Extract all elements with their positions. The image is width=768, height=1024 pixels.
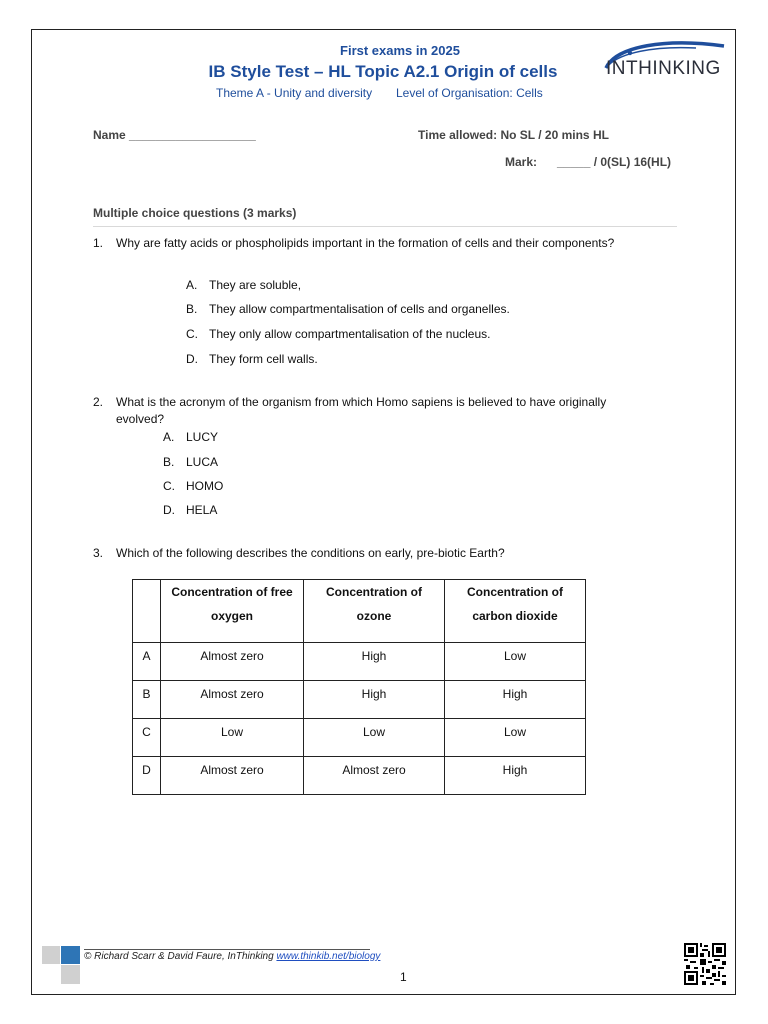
table-cell: High xyxy=(445,757,586,795)
question-text: Which of the following describes the conditions on early, pre-biotic Earth? xyxy=(116,546,505,560)
copyright-text: © Richard Scarr & David Faure, InThinking xyxy=(84,951,277,962)
table-cell: Almost zero xyxy=(304,757,445,795)
header-line: carbon dioxide xyxy=(472,609,558,623)
table-cell: High xyxy=(304,643,445,681)
name-field-label: Name ___________________ xyxy=(93,128,256,142)
option-text: HELA xyxy=(186,503,218,517)
page-border xyxy=(31,29,736,995)
question-text-line1: What is the acronym of the organism from which Homo sapiens is believed to have originally xyxy=(116,395,607,409)
footer-link[interactable]: www.thinkib.net/biology xyxy=(276,951,381,962)
table-cell: Low xyxy=(445,719,586,757)
question-number: 1. xyxy=(93,236,104,250)
question-number: 2. xyxy=(93,395,104,409)
first-exams-label: First exams in 2025 xyxy=(340,43,460,58)
option-text: They are soluble, xyxy=(209,278,302,292)
inthinking-logo xyxy=(596,36,728,82)
footer-divider xyxy=(84,949,370,950)
table-header-row xyxy=(133,580,586,643)
option-text: They allow compartmentalisation of cells and organelles. xyxy=(209,302,510,316)
option-text: They only allow compartmentalisation of the nucleus. xyxy=(209,327,491,341)
table-cell: Low xyxy=(445,643,586,681)
table-header-cell xyxy=(161,580,304,643)
table-cell: Almost zero xyxy=(161,643,304,681)
option-letter: D. xyxy=(163,503,175,517)
option-text: LUCY xyxy=(186,430,219,444)
option-letter: B. xyxy=(163,455,175,469)
table-corner-cell xyxy=(133,580,161,643)
table-header-cell xyxy=(304,580,445,643)
table-row xyxy=(133,643,586,681)
table-row xyxy=(133,757,586,795)
row-letter: D xyxy=(133,757,161,795)
level-label: Level of Organisation: Cells xyxy=(396,86,543,100)
page-number: 1 xyxy=(400,970,407,984)
option-text: LUCA xyxy=(186,455,219,469)
table-cell: High xyxy=(304,681,445,719)
table-row xyxy=(133,681,586,719)
row-letter: C xyxy=(133,719,161,757)
option-letter: B. xyxy=(186,302,198,316)
table-header-cell xyxy=(445,580,586,643)
conditions-table xyxy=(132,579,586,795)
option-letter: A. xyxy=(186,278,198,292)
option-text: HOMO xyxy=(186,479,224,493)
question-text: Why are fatty acids or phospholipids important in the formation of cells and their components? xyxy=(116,236,615,250)
table-row xyxy=(133,719,586,757)
section-divider xyxy=(93,226,677,227)
time-allowed-label: Time allowed: No SL / 20 mins HL xyxy=(418,128,609,142)
option-letter: C. xyxy=(186,327,198,341)
row-letter: A xyxy=(133,643,161,681)
table-cell: Almost zero xyxy=(161,757,304,795)
header-line: ozone xyxy=(356,609,392,623)
theme-label: Theme A - Unity and diversity xyxy=(216,86,373,100)
header-line: Concentration of xyxy=(326,585,422,599)
table-cell: High xyxy=(445,681,586,719)
mark-value: _____ / 0(SL) 16(HL) xyxy=(557,155,672,169)
footer-copyright xyxy=(84,951,380,962)
option-text: They form cell walls. xyxy=(209,352,318,366)
row-letter: B xyxy=(133,681,161,719)
table-cell: Low xyxy=(304,719,445,757)
qr-code-icon xyxy=(684,943,726,985)
page-title: IB Style Test – HL Topic A2.1 Origin of cells xyxy=(208,62,558,81)
section-heading: Multiple choice questions (3 marks) xyxy=(93,206,297,220)
header-line: oxygen xyxy=(210,609,253,623)
header-line: Concentration of xyxy=(467,585,563,599)
question-text-line2: evolved? xyxy=(116,412,165,426)
mark-label: Mark: xyxy=(505,155,538,169)
footer-squares-icon xyxy=(42,946,82,984)
option-letter: C. xyxy=(163,479,175,493)
logo-text: INTHINKING xyxy=(606,58,721,79)
table-cell: Almost zero xyxy=(161,681,304,719)
question-number: 3. xyxy=(93,546,104,560)
header-line: Concentration of free xyxy=(171,585,293,599)
option-letter: A. xyxy=(163,430,175,444)
table-cell: Low xyxy=(161,719,304,757)
option-letter: D. xyxy=(186,352,198,366)
